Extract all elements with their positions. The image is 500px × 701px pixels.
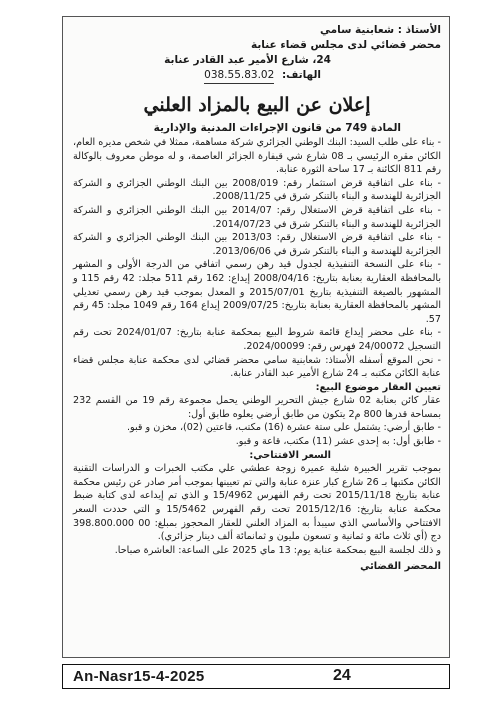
phone-label: الهاتف:	[281, 69, 321, 81]
signature: المحضر القضائي	[360, 561, 441, 573]
closing-paragraph: و ذلك لجلسة البيع بمحكمة عنابة يوم: 13 ماي 2025 على الساعة: العاشرة صباحا.	[114, 544, 441, 556]
paragraph-mortgage: - بناء على النسخة التنفيذية لجدول قيد رهن رسمي اتفاقي من الدرجة الأولى و المشهر بالمحافظة العقارية بعنابة بتاريخ: 2008/04/16 إيداع: 162 رقم 511 مجلد: 42 رقم 115 و المشهور بالصيغة التنفيذية بتاريخ 2015/07/01 و المعدل بموجب قيد رهن رسمي تعديلي المشهر بالمحافظة العقارية بعنابة بتاريخ: 2009/07/25 إيداع 164 رقم 1049 مجلد: 45 رقم 57.	[73, 259, 442, 325]
page-number: 24	[333, 667, 351, 684]
phone-number: 038.55.83.02	[204, 68, 274, 84]
notice-frame	[62, 16, 450, 658]
property-ground-floor: - طابق أرضي: يشتمل على ستة عشرة (16) مكتب، قاعتين (02)، مخزن و قبو.	[127, 422, 441, 434]
bailiff-address: 24، شارع الأمير عبد القادر عنابة	[164, 54, 331, 66]
paragraph-loan-2014: - بناء على اتفاقية قرض الاستغلال رقم: 2014/07 بين البنك الوطني الجزائري و الشركة الجزائرية للهندسة و البناء بالتنكر شرق في 2014/07/23.	[73, 204, 441, 230]
paragraph-loan-investment: - بناء على اتفاقية قرض استثمار رقم: 2008/019 بين البنك الوطني الجزائري و الشركة الجزائرية للهندسة و البناء بالتنكر شرق في 2008/11/25.	[73, 177, 442, 203]
bailiff-title: محضر قضائي لدى مجلس قضاء عنابة	[250, 39, 441, 51]
paragraph-requester: - بناء على طلب السيد: البنك الوطني الجزائري شركة مساهمة، ممثلا في شخص مديره العام، الكائن مقره الرئيسي بـ 08 شارع شي قيفارة الجزائر العاصمة، و له موطن معروف بالوكالة رقم 811 الكائنة بـ 17 ساحة الثورة عنابة.	[73, 137, 441, 176]
property-heading: تعيين العقار موضوع البيع:	[315, 381, 441, 393]
paragraph-bailiff: - نحن الموقع أسفله الأستاذ: شعابنية سامي محضر قضائي لدى محكمة عنابة مجلس قضاء عنابة الكائن مكتبه بـ 24 شارع الأمير عبد القادر عنابة.	[73, 354, 441, 380]
footer-date: An-Nasr15-4-2025	[73, 668, 205, 685]
property-description: عقار كائن بعنابة 02 شارع جيش التحرير الوطني يحمل مجموعة رقم 19 من القسم 232 بمساحة قدرها 800 م2 يتكون من طابق أرضي يعلوه طابق أول:	[73, 395, 441, 420]
notice-body	[73, 136, 441, 557]
price-heading: السعر الافتتاحي:	[249, 449, 331, 461]
bailiff-phone	[73, 68, 321, 84]
notice-title: إعلان عن البيع بالمزاد العلني	[143, 94, 371, 116]
bailiff-name: الأستاذ : شعابنية سامي	[320, 24, 441, 36]
price-paragraph: بموجب تقرير الخبيرة شلية عميرة زوجة عطشي علي مكتب الخبرات و الدراسات التقنية الكائن مكتبها بـ 26 شارع كبار عنزة عنابة والتي تم تعيينها بموجب أمر صادر عن رئيس محكمة عنابة بتاريخ 2015/11/18 تحت رقم الفهرس 15/4962 و الذي تم إيداعه لدى كتابة ضبط محكمة عنابة بتاريخ: 2015/12/16 تحت رقم الفهرس 15/5462 و التي حددت السعر الافتتاحي والأساسي الذي سيبدأ به المزاد العلني للعقار المحجوز بمبلغ: 00 398.800.000 دج (أي ثلاث مائة و ثمانية و تسعون مليون و ثمانمائة ألف دينار جزائري).	[73, 463, 441, 543]
paragraph-deposit: - بناء على محضر إيداع قائمة شروط البيع بمحكمة عنابة بتاريخ: 2024/01/07 تحت رقم التسجيل 24/00072 فهرس رقم: 2024/00099.	[73, 327, 441, 352]
page-footer	[62, 664, 450, 689]
legal-article: المادة 749 من قانون الإجراءات المدنية والإدارية	[153, 122, 401, 134]
notice-header	[73, 23, 441, 84]
property-first-floor: - طابق أول: به إحدى عشر (11) مكتب، قاعة و قبو.	[235, 436, 441, 448]
paragraph-loan-2013: - بناء على اتفاقية قرض الاستغلال رقم: 2013/03 بين البنك الوطني الجزائري و الشركة الجزائرية للهندسة و البناء بالتنكر شرق في 2013/06/06.	[73, 232, 441, 257]
